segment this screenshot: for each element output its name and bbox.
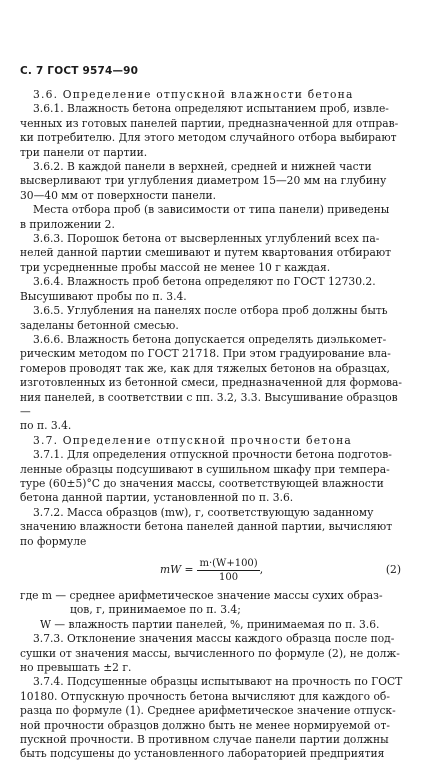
definition-line: цов, г, принимаемое по п. 3.4; [70, 603, 241, 617]
page-header: С. 7 ГОСТ 9574—90 [20, 65, 139, 77]
text-line: сушки от значения массы, вычисленного по формуле (2), не долж- [20, 646, 400, 660]
text-line: 3.6.1. Влажность бетона определяют испытанием проб, извле- [33, 102, 389, 116]
formula-comma: , [259, 562, 264, 576]
formula-fraction [197, 557, 259, 584]
formula-2 [20, 555, 409, 585]
formula-denominator: 100 [219, 571, 239, 583]
equation-number: (2) [385, 562, 401, 576]
text-line: 30—40 мм от поверхности панели. [20, 188, 217, 202]
text-line: по п. 3.4. [20, 419, 72, 433]
text-line: но превышать ±2 г. [20, 661, 132, 675]
definition-line: где m — среднее арифметическое значение массы сухих образ- [20, 589, 383, 602]
text-line: высверливают три углубления диаметром 15—20 мм на глубину [20, 174, 387, 188]
text-line: 3.6.6. Влажность бетона допускается определять диэлькомет- [33, 332, 387, 346]
text-line: 3.7.4. Подсушенные образцы испытывают на прочность по ГОСТ [33, 675, 403, 689]
text-line: Высушивают пробы по п. 3.4. [20, 289, 187, 303]
text-line: в приложении 2. [20, 217, 115, 231]
text-line: туре (60±5)°С до значения массы, соответствующей влажности [20, 476, 384, 490]
text-line: 10180. Отпускную прочность бетона вычисляют для каждого об- [20, 689, 390, 703]
text-line: ки потребителю. Для этого методом случайного отбора выбирают [20, 131, 397, 145]
text-line: разца по формуле (1). Среднее арифметическое значение отпуск- [20, 704, 396, 718]
text-line: бетона данной партии, установленной по п. 3.6. [20, 491, 294, 505]
text-line: 3.7.2. Масса образцов (mw), г, соответствующую заданному [33, 505, 374, 519]
text-line: рическим методом по ГОСТ 21718. При этом градуирование вла- [20, 347, 391, 361]
definition-line: W — влажность партии панелей, %, принимаемая по п. 3.6. [40, 617, 380, 631]
text-line: ной прочности образцов должно быть не менее нормируемой от- [20, 718, 390, 732]
text-line: 3.6.4. Влажность проб бетона определяют по ГОСТ 12730.2. [33, 275, 376, 289]
text-line: значению влажности бетона панелей данной партии, вычисляют [20, 520, 393, 534]
text-line: Места отбора проб (в зависимости от типа панели) приведены [33, 203, 390, 217]
text-line: пускной прочности. В противном случае панели партии должны [20, 733, 389, 747]
text-line: ченных из готовых панелей партии, предназначенной для отправ- [20, 116, 399, 130]
text-line: нелей данной партии смешивают и путем квартования отбирают [20, 246, 392, 260]
text-line: по формуле [20, 534, 87, 548]
text-line: 3.7.3. Отклонение значения массы каждого образца после под- [33, 632, 395, 646]
document-body [20, 88, 409, 762]
formula-numerator: m·(W+100) [199, 557, 258, 569]
text-line: ленные образцы подсушивают в сушильном шкафу при темпера- [20, 462, 390, 476]
text-line: заделаны бетонной смесью. [20, 318, 179, 332]
text-line: изготовленных из бетонной смеси, предназначенной для формова- [20, 376, 403, 390]
formula-lhs: mW = [160, 562, 194, 576]
text-line: 3.6. Определение отпускной влажности бетона [33, 88, 354, 101]
text-line: ния панелей, в соответствии с пп. 3.2, 3.3. Высушивание образцов — [20, 390, 398, 418]
text-line: три панели от партии. [20, 145, 148, 159]
text-line: 3.6.5. Углубления на панелях после отбора проб должны быть [33, 304, 388, 318]
text-line: 3.6.3. Порошок бетона от высверленных углублений всех па- [33, 232, 380, 246]
text-line: гомеров проводят так же, как для тяжелых бетонов на образцах, [20, 361, 390, 375]
text-line: 3.7. Определение отпускной прочности бетона [33, 433, 352, 447]
text-line: 3.6.2. В каждой панели в верхней, средней и нижней части [33, 160, 372, 174]
text-line: 3.7.1. Для определения отпускной прочности бетона подготов- [33, 448, 392, 462]
text-line: быть подсушены до установленного лабораторией предприятия [20, 747, 385, 761]
text-line: три усредненные пробы массой не менее 10 г каждая. [20, 260, 331, 274]
